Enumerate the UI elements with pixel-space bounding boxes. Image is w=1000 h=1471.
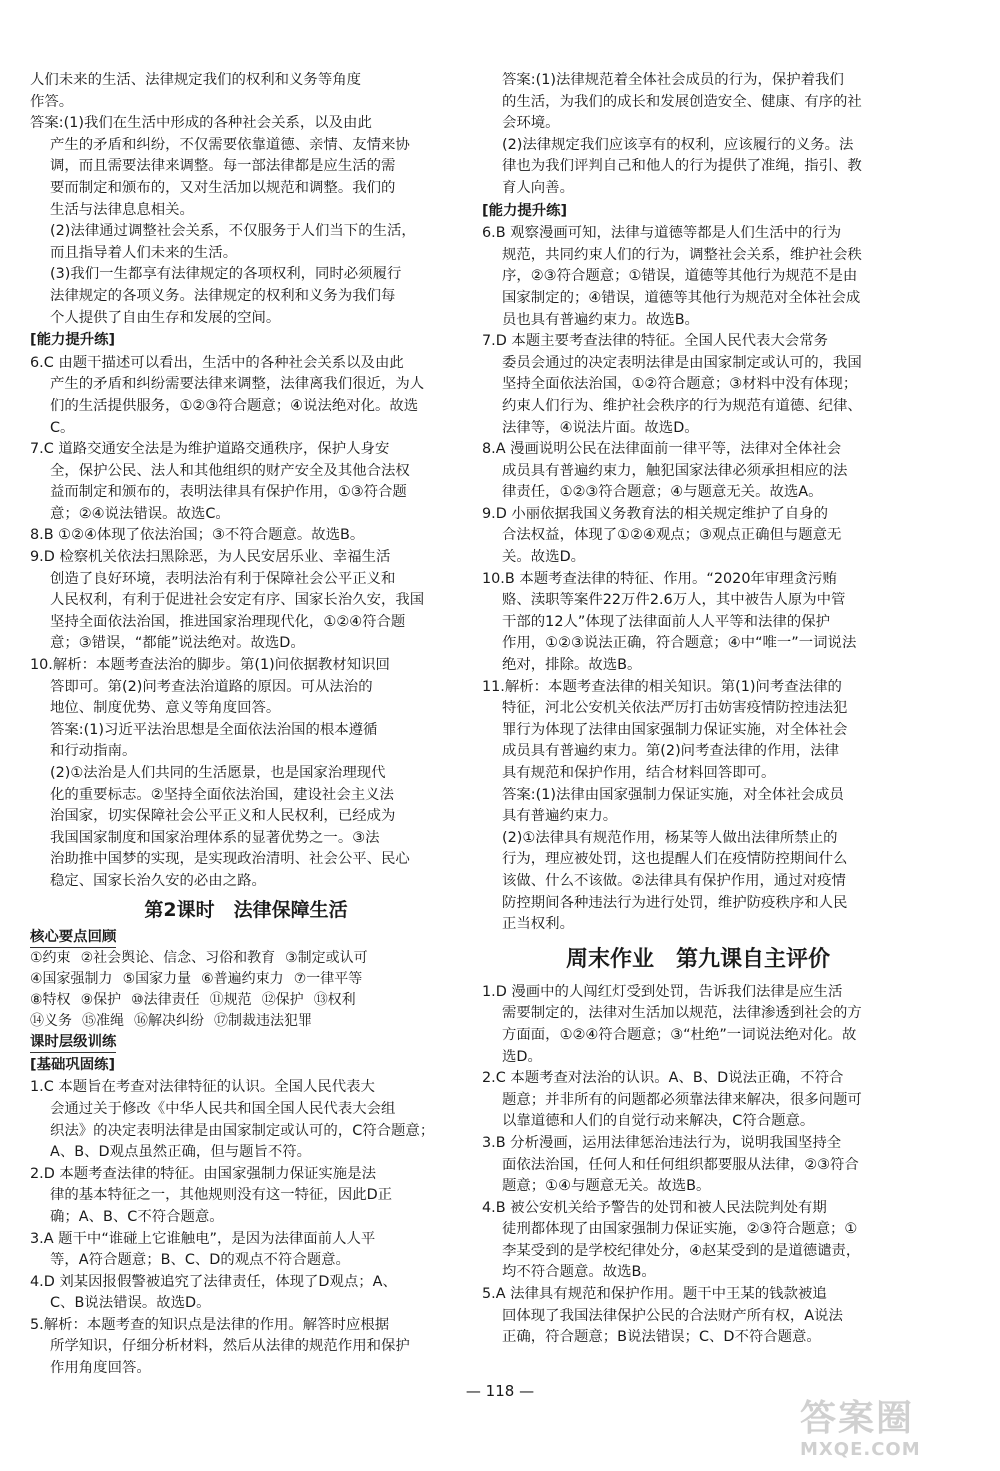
key-point-item: ⑩法律责任 — [131, 992, 200, 1009]
key-point-item: ⑥普遍约束力 — [201, 971, 284, 988]
text-line: 作用角度回答。 — [50, 1360, 151, 1377]
text-line: 育人向善。 — [502, 179, 574, 196]
right-question-10 — [482, 569, 914, 677]
text-line: 创造了良好环境，表明法治有利于保障社会公平正义和 — [50, 570, 396, 587]
text-line: 4.B 被公安机关给予警告的处罚和被人民法院判处有期 — [482, 1199, 827, 1216]
section-ability-right: [能力提升练] — [482, 202, 568, 219]
key-point-item: ①约束 — [30, 950, 71, 967]
text-line: 调，而且需要法律来调整。每一部法律都是应生活的需 — [50, 158, 396, 175]
key-point-item: ⑤国家力量 — [122, 971, 192, 988]
text-line: 律责任，①②③符合题意；④与题意无关。故选A。 — [502, 484, 823, 501]
key-point-item: ⑫保护 — [261, 992, 304, 1009]
key-points-grid — [30, 948, 462, 1032]
text-line: 赂、渎职等案件22万件2.6万人，其中被告人原为中管 — [502, 592, 846, 609]
text-line: 治国家，切实保障社会公平正义和人民权利，已经成为 — [50, 808, 396, 825]
text-line: 规范，共同约束人们的行为，调整社会关系，维护社会秩 — [502, 246, 862, 263]
text-line: 所学知识，仔细分析材料，然后从法律的规范作用和保护 — [50, 1338, 410, 1355]
text-line: 题意；①④与题意无关。故选B。 — [502, 1178, 711, 1195]
text-line: 意；③错误，“都能”说法绝对。故选D。 — [50, 635, 305, 652]
text-line: 答案:(1)我们在生活中形成的各种社会关系，以及由此 — [30, 115, 372, 132]
text-line: 6.B 观察漫画可知，法律与道德等都是人们生活中的行为 — [482, 225, 842, 242]
text-line: 面依法治国，任何人和任何组织都要服从法律，②③符合 — [502, 1156, 859, 1173]
text-line: (2)①法治是人们共同的生活愿景，也是国家治理现代 — [50, 765, 386, 781]
text-line: 成员具有普遍约束力，触犯国家法律必须承担相应的法 — [502, 462, 848, 479]
text-line: 地位、制度优势、意义等角度回答。 — [50, 700, 281, 717]
question-8 — [30, 525, 462, 547]
text-line: (2)法律规定我们应该享有的权利，应该履行的义务。法 — [502, 136, 854, 153]
weekend-title: 周末作业 第九课自主评价 — [565, 946, 830, 972]
text-line: 法律规定的各项义务。法律规定的权利和义务为我们每 — [50, 287, 396, 304]
text-line: 作用，①②③说法正确，符合题意；④中“唯一”一词说法 — [502, 635, 857, 652]
text-line: 成员具有普遍约束力。第(2)问考查法律的作用，法律 — [502, 743, 839, 760]
weekend-question-2 — [482, 1068, 914, 1133]
text-line: 3.B 分析漫画，运用法律惩治违法行为，说明我国坚持全 — [482, 1134, 842, 1151]
weekend-question-4 — [482, 1198, 914, 1284]
basic-question-1 — [30, 1077, 462, 1163]
right-column — [482, 70, 914, 1349]
text-line: 回体现了我国法律保护公民的合法财产所有权，A说法 — [502, 1307, 843, 1324]
text-line: 我国国家制度和国家治理体系的显著优势之一。③法 — [50, 829, 380, 846]
key-points-row — [30, 1011, 462, 1032]
section-ability-left: [能力提升练] — [30, 332, 116, 349]
intro-block — [30, 70, 462, 113]
page-number: — 118 — — [465, 1382, 535, 1400]
text-line: 序，②③符合题意；①错误，道德等其他行为规范不是由 — [502, 268, 858, 285]
text-line: 具有普遍约束力。 — [502, 808, 618, 825]
section-basic: [基础巩固练] — [30, 1056, 116, 1073]
text-line: 答即可。第(2)问考查法治道路的原因。可从法治的 — [50, 678, 373, 695]
key-point-item: ⑪规范 — [209, 992, 252, 1009]
text-line: 8.B ①②④体现了依法治国；③不符合题意。故选B。 — [30, 527, 365, 544]
text-line: 益而制定和颁布的，表明法律具有保护作用，①③符合题 — [50, 484, 407, 501]
answer-block — [30, 113, 462, 329]
text-line: 5.A 法律具有规范和保护作用。题干中王某的钱款被追 — [482, 1286, 827, 1303]
text-line: 以靠道德和人们的自觉行动来解决，C符合题意。 — [502, 1113, 815, 1130]
text-line: 正当权利。 — [502, 916, 574, 933]
text-line: 9.D 检察机关依法扫黑除恶，为人民安居乐业、幸福生活 — [30, 549, 391, 566]
text-line: 化的重要标志。②坚持全面依法治国，建设社会主义法 — [50, 786, 394, 803]
basic-question-4 — [30, 1272, 462, 1315]
text-line: 6.C 由题干描述可以看出，生活中的各种社会关系以及由此 — [30, 354, 404, 371]
text-line: 会通过关于修改《中华人民共和国全国人民代表大会组 — [50, 1100, 396, 1117]
text-line: 产生的矛盾和纠纷需要法律来调整，法律离我们很近，为人 — [50, 376, 425, 393]
text-line: 生活与法律息息相关。 — [50, 201, 194, 218]
text-line: 的生活，为我们的成长和发展创造安全、健康、有序的社 — [502, 93, 862, 110]
text-line: 们的生活提供服务，①②③符合题意；④说法绝对化。故选 — [50, 397, 419, 414]
key-point-item: ③制定或认可 — [285, 950, 368, 967]
text-line: 员也具有普遍约束力。故选B。 — [502, 311, 699, 328]
watermark-logo — [800, 1398, 990, 1468]
text-line: 等，A符合题意；B、C、D的观点不符合题意。 — [50, 1252, 350, 1269]
text-line: (2)①法律具有规范作用，杨某等人做出法律所禁止的 — [502, 829, 838, 846]
key-point-item: ⑰制裁违法犯罪 — [214, 1013, 312, 1030]
text-line: 干部的12人”体现了法律面前人人平等和法律的保护 — [502, 613, 830, 630]
text-line: 2.D 本题考查法律的特征。由国家强制力保证实施是法 — [30, 1165, 376, 1182]
text-line: 行为，理应被处罚，这也提醒人们在疫情防控期间什么 — [502, 851, 848, 868]
text-line: C、B说法错误。故选D。 — [50, 1295, 211, 1312]
key-points-row — [30, 969, 462, 990]
text-line: 全，保护公民、法人和其他组织的财产安全及其他合法权 — [50, 462, 410, 479]
text-line: 特征，河北公安机关依法严厉打击妨害疫情防控违法犯 — [502, 700, 848, 717]
text-line: 国家制定的；④错误，道德等其他行为规范对全体社会成 — [502, 289, 861, 306]
key-point-item: ⑭义务 — [30, 1013, 72, 1030]
text-line: 约束人们行为、维护社会秩序的行为规范有道德、纪律、 — [502, 397, 862, 414]
question-7 — [30, 439, 462, 525]
weekend-question-5 — [482, 1284, 914, 1349]
text-line: 10.B 本题考查法律的特征、作用。“2020年审理贪污贿 — [482, 570, 837, 587]
text-line: 3.A 题干中“谁碰上它谁触电”，是因为法律面前人人平 — [30, 1230, 376, 1247]
text-line: 要而制定和颁布的，又对生活加以规范和调整。我们的 — [50, 179, 396, 196]
question-6 — [30, 353, 462, 439]
weekend-question-3 — [482, 1133, 914, 1198]
basic-question-3 — [30, 1229, 462, 1272]
key-points-title: 核心要点回顾 — [30, 927, 116, 948]
text-line: C。 — [50, 419, 75, 436]
text-line: 7.C 道路交通安全法是为维护道路交通秩序，保护人身安 — [30, 441, 390, 458]
text-line: 意；②④说法错误。故选C。 — [50, 505, 230, 522]
text-line: 产生的矛盾和纠纷，不仅需要依靠道德、亲情、友情来协 — [50, 136, 410, 153]
key-point-item: ②社会舆论、信念、习俗和教育 — [80, 950, 276, 967]
key-point-item: ⑦一律平等 — [293, 971, 363, 988]
text-line: 答案:(1)法律规范着全体社会成员的行为，保护着我们 — [502, 72, 844, 88]
text-line: 和行动指南。 — [50, 743, 137, 760]
text-line: 1.C 本题旨在考查对法律特征的认识。全国人民代表大 — [30, 1079, 375, 1096]
text-line: 2.C 本题考查对法治的认识。A、B、D说法正确，不符合 — [482, 1070, 844, 1087]
text-line: 法律等，④说法片面。故选D。 — [502, 419, 699, 436]
text-line: A、B、D观点虽然正确，但与题旨不符。 — [50, 1144, 312, 1161]
text-line: 人民权利，有利于促进社会安定有序、国家长治久安，我国 — [50, 592, 425, 609]
key-point-item: ⑬权利 — [313, 992, 356, 1009]
right-question-7 — [482, 331, 914, 439]
key-point-item: ⑧特权 — [30, 992, 71, 1009]
text-line: 1.D 漫画中的人闯红灯受到处罚，告诉我们法律是应生活 — [482, 983, 843, 1000]
text-line: 关。故选D。 — [502, 549, 586, 566]
right-question-11-answer — [482, 785, 914, 936]
text-line: 正确，符合题意；B说法错误；C、D不符合题意。 — [502, 1329, 821, 1346]
key-point-item: ⑯解决纠纷 — [134, 1013, 204, 1030]
right-question-11 — [482, 677, 914, 785]
text-line: 作答。 — [30, 93, 74, 110]
text-line: 5.解析：本题考查的知识点是法律的作用。解答时应根据 — [30, 1316, 390, 1333]
text-line: 个人提供了自由生存和发展的空间。 — [50, 309, 281, 326]
text-line: 答案:(1)习近平法治思想是全面依法治国的根本遵循 — [50, 721, 378, 738]
watermark-url: MXQE.COM — [800, 1439, 921, 1460]
text-line: 防控期间各种违法行为进行处罚，维护防疫秩序和人民 — [502, 894, 848, 911]
right-question-8 — [482, 439, 914, 504]
text-line: 治助推中国梦的实现，是实现政治清明、社会公平、民心 — [50, 851, 410, 868]
text-line: 题意；并非所有的问题都必须靠法律来解决，很多问题可 — [502, 1091, 862, 1108]
text-line: 10.解析：本题考查法治的脚步。第(1)问依据教材知识回 — [30, 657, 390, 674]
text-line: 律的基本特征之一，其他规则没有这一特征，因此D正 — [50, 1187, 393, 1204]
text-line: 11.解析：本题考查法律的相关知识。第(1)问考查法律的 — [482, 678, 842, 695]
text-line: 8.A 漫画说明公民在法律面前一律平等，法律对全体社会 — [482, 441, 842, 458]
lesson-title: 第2课时 法律保障生活 — [144, 898, 348, 921]
text-line: 7.D 本题主要考查法律的特征。全国人民代表大会常务 — [482, 333, 828, 350]
text-line: 具有规范和保护作用，结合材料回答即可。 — [502, 765, 776, 781]
text-line: 该做、什么不该做。②法律具有保护作用，通过对疫情 — [502, 872, 846, 889]
text-line: 会环境。 — [502, 115, 560, 132]
text-line: 需要制定的，法律对生活加以规范，法律渗透到社会的方 — [502, 1005, 862, 1022]
left-column — [30, 70, 462, 1380]
text-line: (2)法律通过调整社会关系，不仅服务于人们当下的生活， — [50, 223, 416, 240]
key-point-item: ④国家强制力 — [30, 971, 113, 988]
basic-question-2 — [30, 1164, 462, 1229]
text-line: 绝对，排除。故选B。 — [502, 657, 642, 674]
text-line: 稳定、国家长治久安的必由之路。 — [50, 872, 266, 889]
key-points-row — [30, 990, 462, 1011]
training-title: 课时层级训练 — [30, 1032, 116, 1053]
text-line: 委员会通过的决定表明法律是由国家制定或认可的，我国 — [502, 354, 862, 371]
text-line: 9.D 小丽依据我国义务教育法的相关规定维护了自身的 — [482, 505, 828, 522]
text-line: 坚持全面依法治国，①②符合题意；③材料中没有体现； — [502, 376, 858, 393]
text-line: 确；A、B、C不符合题意。 — [50, 1208, 224, 1225]
key-points-row — [30, 948, 462, 969]
text-line: 选D。 — [502, 1048, 542, 1065]
text-line: 坚持全面依法治国，推进国家治理现代化，①②④符合题 — [50, 613, 406, 630]
text-line: 均不符合题意。故选B。 — [502, 1264, 656, 1281]
question-10 — [30, 655, 462, 720]
text-line: 4.D 刘某因报假警被追究了法律责任，体现了D观点；A、 — [30, 1273, 397, 1290]
text-line: 织法》的决定表明法律是由国家制定或认可的，C符合题意； — [50, 1122, 435, 1139]
text-line: 合法权益，体现了①②④观点；③观点正确但与题意无 — [502, 527, 842, 544]
weekend-question-1 — [482, 982, 914, 1068]
watermark-text: 答案圈 — [800, 1398, 915, 1439]
right-question-6 — [482, 223, 914, 331]
text-line: 而且指导着人们未来的生活。 — [50, 244, 238, 261]
key-point-item: ⑮准绳 — [82, 1013, 124, 1030]
question-9 — [30, 547, 462, 655]
key-point-item: ⑨保护 — [80, 992, 122, 1009]
text-line: 李某受到的是学校纪律处分，④赵某受到的是道德谴责， — [502, 1242, 861, 1259]
right-answer-block — [482, 70, 914, 200]
text-line: 徒刑都体现了由国家强制力保证实施，②③符合题意；① — [502, 1221, 858, 1238]
text-line: 律也为我们评判自己和他人的行为提供了准绳，指引、教 — [502, 158, 862, 175]
text-line: 答案:(1)法律由国家强制力保证实施，对全体社会成员 — [502, 786, 844, 803]
text-line: 方面面，①②④符合题意；③“杜绝”一词说法绝对化。故 — [502, 1026, 857, 1043]
question-10-answer — [30, 720, 462, 893]
right-question-9 — [482, 504, 914, 569]
text-line: 罪行为体现了法律由国家强制力保证实施，对全体社会 — [502, 721, 848, 738]
text-line: 人们未来的生活、法律规定我们的权利和义务等角度 — [30, 72, 361, 88]
basic-question-5 — [30, 1315, 462, 1380]
text-line: (3)我们一生都享有法律规定的各项权利，同时必须履行 — [50, 266, 402, 283]
